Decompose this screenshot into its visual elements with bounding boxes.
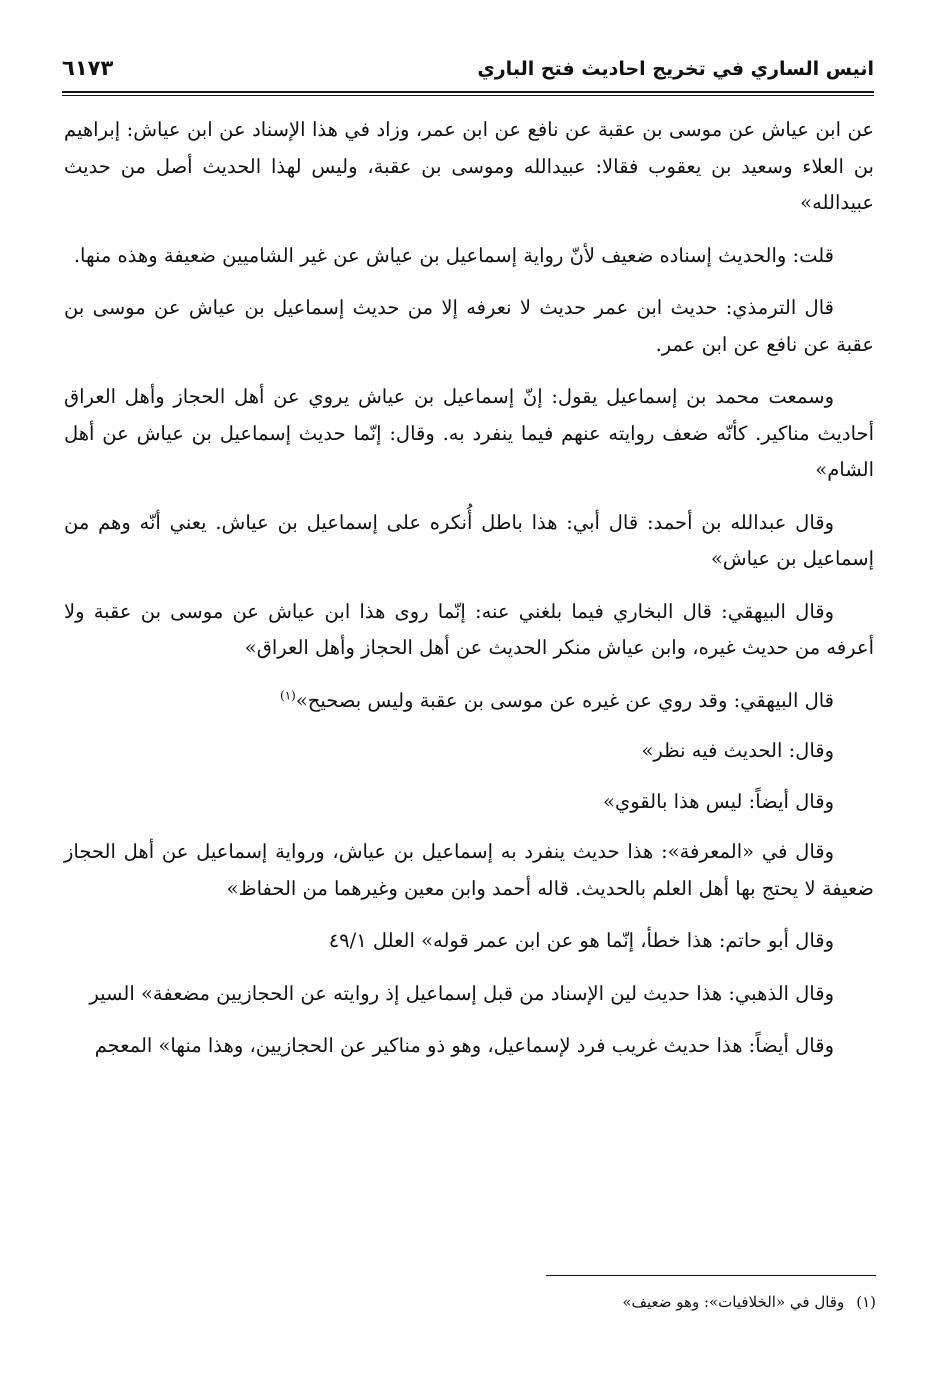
- paragraph: وقال في «المعرفة»: هذا حديث ينفرد به إسماعيل بن عياش، ورواية إسماعيل عن أهل الحجاز ضعيفة لا يحتج بها أهل العلم بالحديث. قاله أحمد وابن معين وغيرهما من الحفاظ»: [64, 840, 874, 900]
- paragraph: وقال: الحديث فيه نظر»: [641, 739, 834, 762]
- paragraph: قلت: والحديث إسناده ضعيف لأنّ رواية إسماعيل بن عياش عن غير الشاميين ضعيفة وهذه منها.: [73, 243, 834, 267]
- footnote-text: وقال في «الخلافيات»: وهو ضعيف»: [622, 1293, 845, 1311]
- paragraph: وقال البيهقي: قال البخاري فيما بلغني عنه: إنّما روى هذا ابن عياش عن موسى بن عقبة ولا أعرفه من حديث غيره، وابن عياش منكر الحديث عن أهل الحجاز وأهل العراق»: [64, 599, 874, 659]
- page-header: [62, 52, 874, 92]
- running-title: انيس الساري في تخريج احاديث فتح الباري: [477, 58, 874, 80]
- main-text: [64, 112, 874, 1081]
- footnote-reference[interactable]: (١): [280, 688, 296, 702]
- page-number: ٦١٧٣: [62, 56, 114, 80]
- paragraph: عن ابن عياش عن موسى بن عقبة عن نافع عن ابن عمر، وزاد في هذا الإسناد عن ابن عياش: إبراهيم بن العلاء وسعيد بن يعقوب فقالا: عبيدالله وموسى بن عقبة، وليس لهذا الحديث أصل من حديث عبيدالله»: [64, 118, 874, 214]
- footnote-number: (١): [856, 1293, 876, 1311]
- paragraph: قال الترمذي: حديث ابن عمر حديث لا نعرفه إلا من حديث إسماعيل بن عياش عن موسى بن عقبة عن نافع عن ابن عمر.: [64, 296, 874, 356]
- paragraph: وقال الذهبي: هذا حديث لين الإسناد من قبل إسماعيل إذ روايته عن الحجازيين مضعفة» السير: [89, 981, 834, 1005]
- header-rule-thin: [62, 95, 874, 96]
- footnote-separator: [546, 1275, 876, 1276]
- footnote: [66, 1290, 876, 1314]
- paragraph: وسمعت محمد بن إسماعيل يقول: إنّ إسماعيل بن عياش يروي عن أهل الحجاز وأهل العراق أحاديث مناكير. كأنّه ضعف روايته عنهم فيما ينفرد به. وقال: إنّما حديث إسماعيل بن عياش عن أهل الشام»: [64, 385, 874, 481]
- paragraph-text: قال البيهقي: وقد روي عن غيره عن موسى بن عقبة وليس بصحيح»: [295, 688, 834, 712]
- paragraph: وقال أيضاً: هذا حديث غريب فرد لإسماعيل، وهو ذو مناكير عن الحجازيين، وهذا منها» المعجم: [94, 1034, 834, 1057]
- paragraph: وقال أيضاً: ليس هذا بالقوي»: [603, 789, 834, 813]
- paragraph: وقال أبو حاتم: هذا خطأ، إنّما هو عن ابن عمر قوله» العلل ٤٩/١: [328, 929, 834, 952]
- paragraph-with-footnote: [64, 683, 874, 720]
- header-rule: [62, 91, 874, 93]
- paragraph: وقال عبدالله بن أحمد: قال أبي: هذا باطل أُنكره على إسماعيل بن عياش. يعني أنّه وهم من إسماعيل بن عياش»: [64, 510, 874, 570]
